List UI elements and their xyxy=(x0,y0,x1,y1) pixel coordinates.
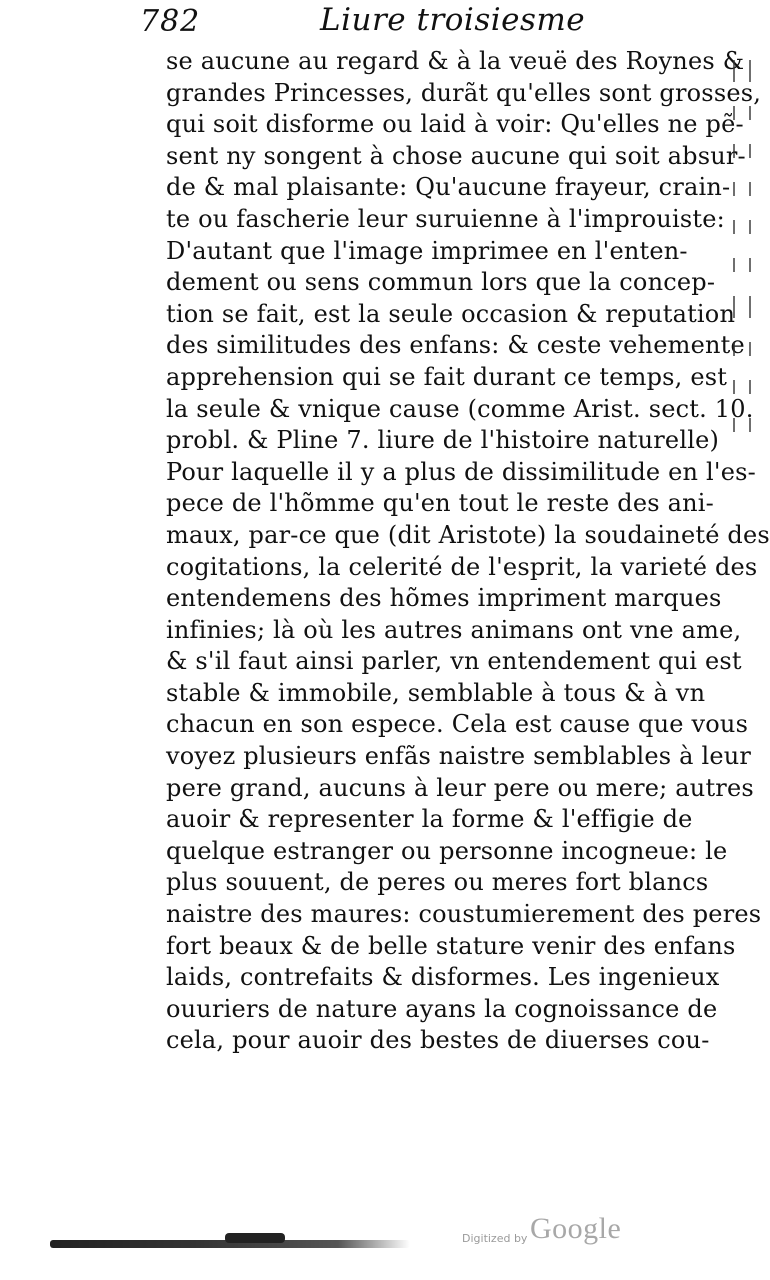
text-line: maux, par-ce que (dit Aristote) la soudaineté des xyxy=(166,520,770,549)
text-line: D'autant que l'image imprimee en l'enten- xyxy=(166,236,688,265)
body-text xyxy=(166,46,770,1057)
text-line: entendemens des hõmes impriment marques xyxy=(166,584,722,613)
text-line: pere grand, aucuns à leur pere ou mere; autres xyxy=(166,773,754,802)
text-line: se aucune au regard & à la veuë des Roynes & xyxy=(166,47,745,75)
text-line: pece de l'hõmme qu'en tout le reste des ani- xyxy=(166,489,714,518)
text-line: plus souuent, de peres ou meres fort blancs xyxy=(166,868,709,897)
text-line: qui soit disforme ou laid à voir: Qu'elles ne pẽ- xyxy=(166,110,744,139)
text-line: ouuriers de nature ayans la cognoissance de xyxy=(166,994,718,1023)
text-line: naistre des maures: coustumierement des peres xyxy=(166,900,762,929)
text-line: probl. & Pline 7. liure de l'histoire naturelle) xyxy=(166,426,720,455)
text-line: auoir & representer la forme & l'effigie de xyxy=(166,805,693,834)
page-number: 782 xyxy=(140,4,201,39)
text-line: Pour laquelle il y a plus de dissimilitude en l'es- xyxy=(166,457,756,486)
text-line: voyez plusieurs enfãs naistre semblables à leur xyxy=(166,742,752,771)
digitization-watermark xyxy=(462,1212,632,1252)
text-line: dement ou sens commun lors que la concep- xyxy=(166,268,716,297)
text-line: de & mal plaisante: Qu'aucune frayeur, crain- xyxy=(166,173,731,202)
text-line: cela, pour auoir des bestes de diuerses cou- xyxy=(166,1026,710,1055)
text-line: tion se fait, est la seule occasion & reputation xyxy=(166,299,736,328)
margin-bleed-through xyxy=(719,60,759,480)
running-title: Liure troisiesme xyxy=(320,2,586,38)
text-line: grandes Princesses, durãt qu'elles sont grosses, xyxy=(166,78,762,107)
text-line: stable & immobile, semblable à tous & à vn xyxy=(166,678,706,707)
text-line: & s'il faut ainsi parler, vn entendement qui est xyxy=(166,647,742,676)
google-logo: Google xyxy=(530,1212,622,1245)
text-line: laids, contrefaits & disformes. Les ingenieux xyxy=(166,963,720,992)
text-line: infinies; là où les autres animans ont vne ame, xyxy=(166,615,742,644)
text-line: des similitudes des enfans: & ceste vehemente xyxy=(166,331,745,360)
text-line: te ou fascherie leur suruienne à l'improuiste: xyxy=(166,204,725,233)
text-line: apprehension qui se fait durant ce temps, est xyxy=(166,362,728,391)
text-line: la seule & vnique cause (comme Arist. sect. 10. xyxy=(166,394,754,423)
text-line: sent ny songent à chose aucune qui soit absur- xyxy=(166,141,746,170)
watermark-prefix: Digitized by xyxy=(462,1232,528,1245)
ink-blot xyxy=(225,1233,285,1243)
text-line: chacun en son espece. Cela est cause que vous xyxy=(166,710,749,739)
text-line: cogitations, la celerité de l'esprit, la varieté des xyxy=(166,552,758,581)
text-line: fort beaux & de belle stature venir des enfans xyxy=(166,931,736,960)
text-line: quelque estranger ou personne incogneue: le xyxy=(166,836,728,865)
